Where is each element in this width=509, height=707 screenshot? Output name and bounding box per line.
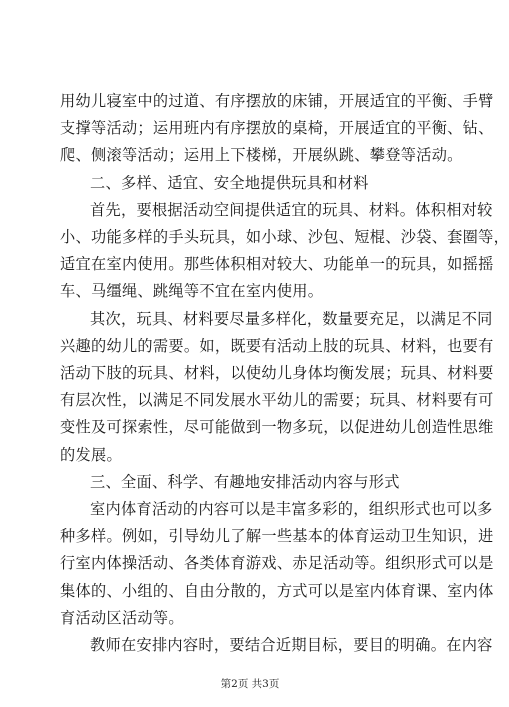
text-line: 车、马缰绳、跳绳等不宜在室内使用。: [60, 282, 324, 301]
text-line: 兴趣的幼儿的需要。如，既要有活动上肢的玩具、材料，也要有: [60, 336, 494, 355]
section-heading: 三、全面、科学、有趣地安排活动内容与形式: [90, 472, 400, 491]
text-line: 活动下肢的玩具、材料，以使幼儿身体均衡发展；玩具、材料要: [60, 364, 494, 383]
text-line: 变性及可探索性，尽可能做到一物多玩，以促进幼儿创造性思维: [60, 418, 494, 437]
text-line: 首先，要根据活动空间提供适宜的玩具、材料。体积相对较: [90, 200, 493, 219]
text-line: 集体的、小组的、自由分散的，方式可以是室内体育课、室内体: [60, 581, 494, 600]
text-line: 种多样。例如，引导幼儿了解一些基本的体育运动卫生知识，进: [60, 527, 494, 546]
section-heading: 二、多样、适宜、安全地提供玩具和材料: [90, 173, 369, 192]
text-line: 行室内体操活动、各类体育游戏、赤足活动等。组织形式可以是: [60, 554, 494, 573]
text-line: 爬、侧滚等活动；运用上下楼梯，开展纵跳、攀登等活动。: [60, 146, 463, 165]
text-line: 有层次性，以满足不同发展水平幼儿的需要；玩具、材料要有可: [60, 391, 494, 410]
text-line: 小、功能多样的手头玩具，如小球、沙包、短棍、沙袋、套圈等，: [60, 228, 509, 247]
text-line: 室内体育活动的内容可以是丰富多彩的，组织形式也可以多: [90, 500, 493, 519]
text-line: 的发展。: [60, 445, 122, 464]
page-number-footer: 第2页 共3页: [220, 678, 280, 690]
text-line: 用幼儿寝室中的过道、有序摆放的床铺，开展适宜的平衡、手臂: [60, 92, 494, 110]
text-line: 支撑等活动；运用班内有序摆放的桌椅，开展适宜的平衡、钻、: [60, 119, 494, 138]
text-line: 教师在安排内容时，要结合近期目标，要目的明确。在内容: [90, 636, 493, 655]
document-text: [60, 88, 509, 659]
text-line: 适宜在室内使用。那些体积相对较大、功能单一的玩具，如摇摇: [60, 255, 494, 274]
text-line: 其次，玩具、材料要尽量多样化，数量要充足，以满足不同: [90, 309, 493, 328]
text-line: 育活动区活动等。: [60, 608, 184, 627]
document-body: [60, 88, 509, 659]
